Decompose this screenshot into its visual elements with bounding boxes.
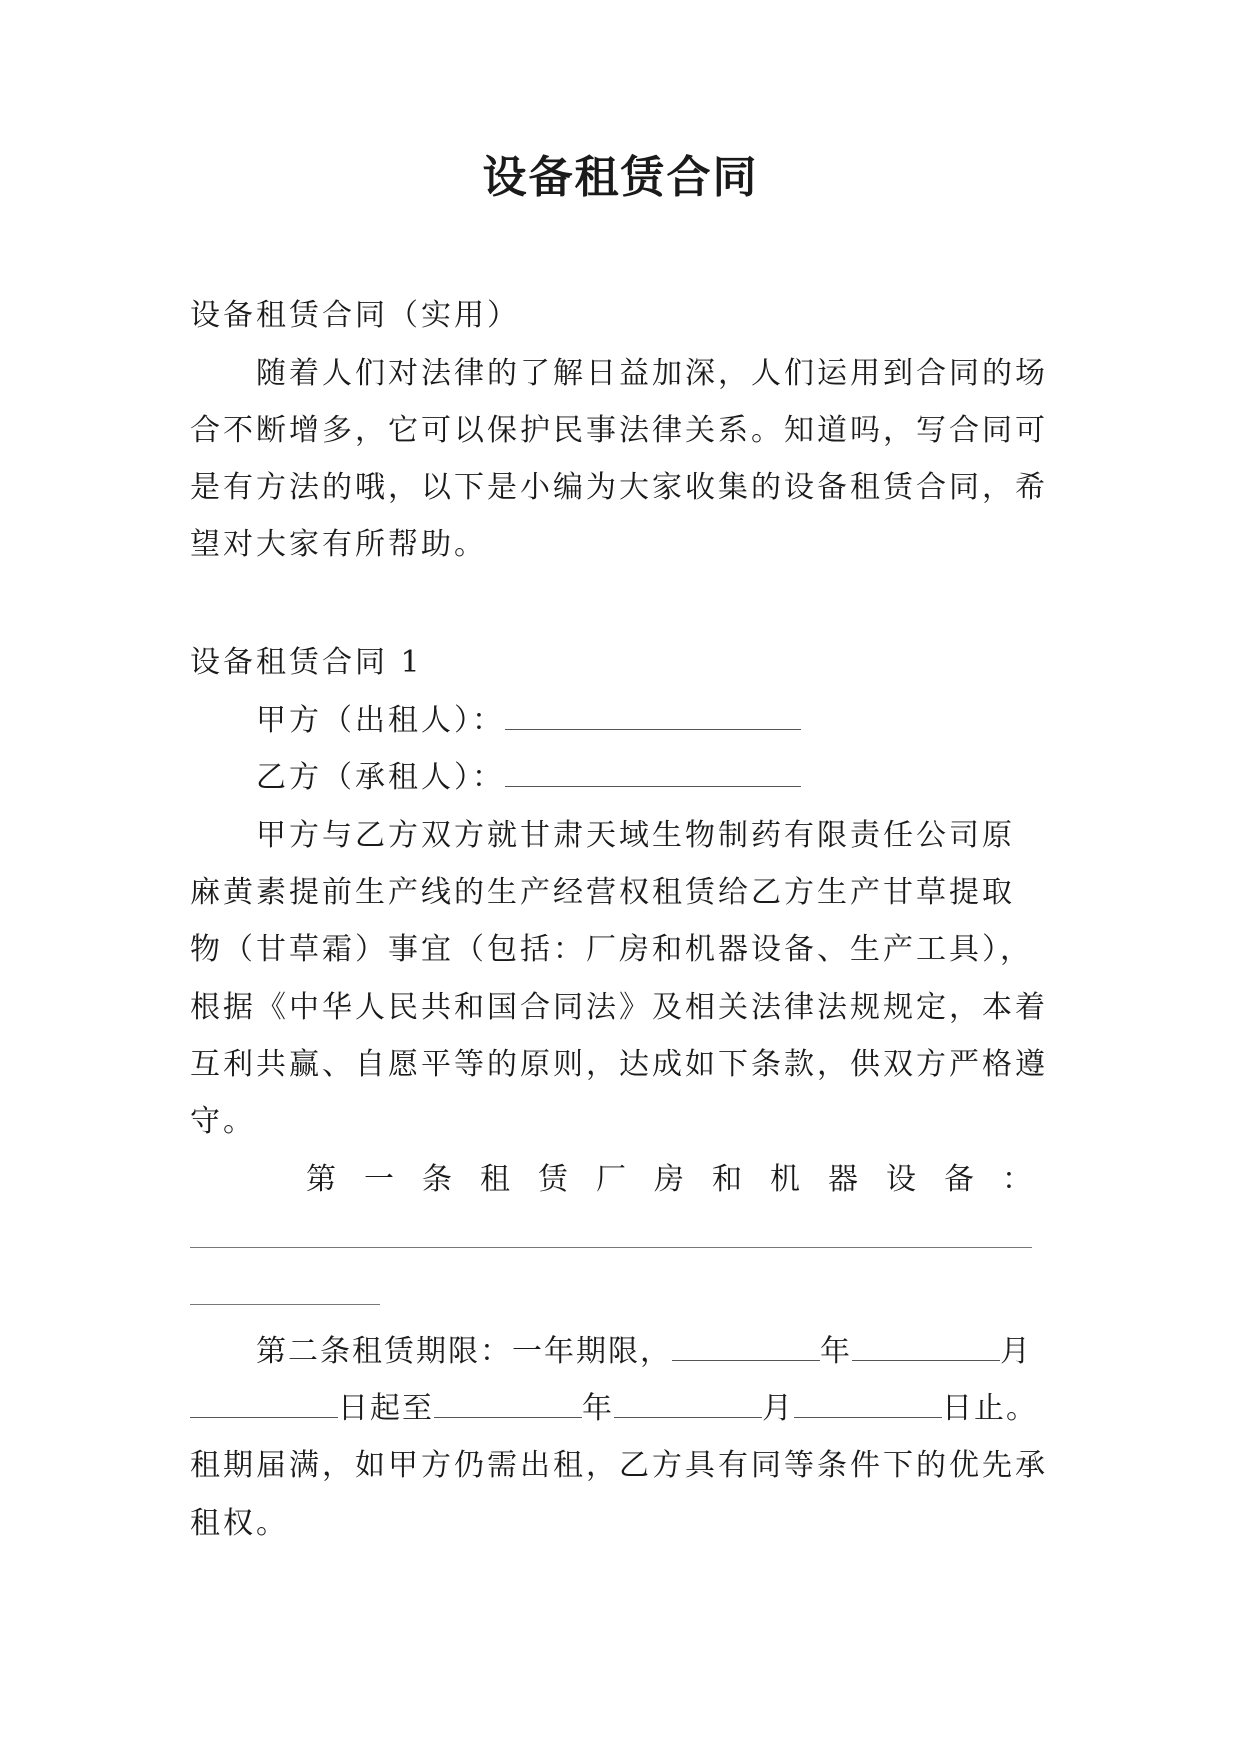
article-1-char: 租 [480,1162,510,1197]
article-2-line-4: 租权。 [190,1506,289,1541]
party-a-label: 甲方（出租人）： [256,703,505,738]
article-1-char: 厂 [596,1162,626,1197]
intro-line-4: 望对大家有所帮助。 [190,527,487,562]
intro-line-1: 随着人们对法律的了解日益加深，人们运用到合同的场 [256,356,1048,391]
preamble-line-5: 互利共赢、自愿平等的原则，达成如下条款，供双方严格遵 [190,1047,1048,1082]
article-2-lead: 第二条租赁期限：一年期限， [256,1334,672,1369]
article-2-line-3: 租期届满，如甲方仍需出租，乙方具有同等条件下的优先承 [190,1448,1048,1483]
article-1-char: 器 [828,1162,858,1197]
article-1-char: 第 [306,1162,336,1197]
document-title: 设备租赁合同 [482,152,759,203]
article-1-char: 机 [770,1162,800,1197]
end-month-blank [614,1393,762,1418]
article-1-char: 和 [712,1162,742,1197]
article-2-line-2 [190,1389,1038,1429]
day-from-label: 日起至 [338,1391,434,1426]
article-1-char: 赁 [538,1162,568,1197]
party-a-blank [505,705,801,730]
end-day-blank [794,1393,942,1418]
preamble-line-6: 守。 [190,1104,256,1139]
intro-line-2: 合不断增多，它可以保护民事法律关系。知道吗，写合同可 [190,413,1048,448]
intro-line-3: 是有方法的哦，以下是小编为大家收集的设备租赁合同，希 [190,470,1048,505]
end-month-label: 月 [762,1391,794,1426]
article-1-blank-line-2 [190,1304,380,1305]
article-1-char: ： [1002,1162,1032,1197]
article-1-char: 一 [364,1162,394,1197]
start-month-blank [852,1336,1000,1361]
year-label: 年 [820,1334,852,1369]
end-year-label: 年 [582,1391,614,1426]
article-1-char: 备 [944,1162,974,1197]
end-year-blank [434,1393,582,1418]
month-label: 月 [1000,1334,1032,1369]
article-1-heading [306,1160,1032,1200]
party-b-label: 乙方（承租人）： [256,760,505,795]
article-1-char: 条 [422,1162,452,1197]
start-year-blank [672,1336,820,1361]
article-1-char: 房 [654,1162,684,1197]
preamble-line-3: 物（甘草霜）事宜（包括：厂房和机器设备、生产工具）， [190,932,1033,967]
contract-heading: 设备租赁合同 1 [190,645,423,680]
article-2-line-1 [256,1332,1032,1372]
party-b-row [256,758,801,798]
preamble-line-4: 根据《中华人民共和国合同法》及相关法律法规规定，本着 [190,990,1048,1025]
day-to-label: 日止。 [942,1391,1038,1426]
preamble-line-2: 麻黄素提前生产线的生产经营权租赁给乙方生产甘草提取 [190,875,1015,910]
party-b-blank [505,762,801,787]
subtitle: 设备租赁合同（实用） [190,298,520,333]
article-1-char: 设 [886,1162,916,1197]
start-day-blank [190,1393,338,1418]
article-1-blank-line-1 [190,1247,1032,1248]
party-a-row [256,701,801,741]
preamble-line-1: 甲方与乙方双方就甘肃天域生物制药有限责任公司原 [256,818,1015,853]
